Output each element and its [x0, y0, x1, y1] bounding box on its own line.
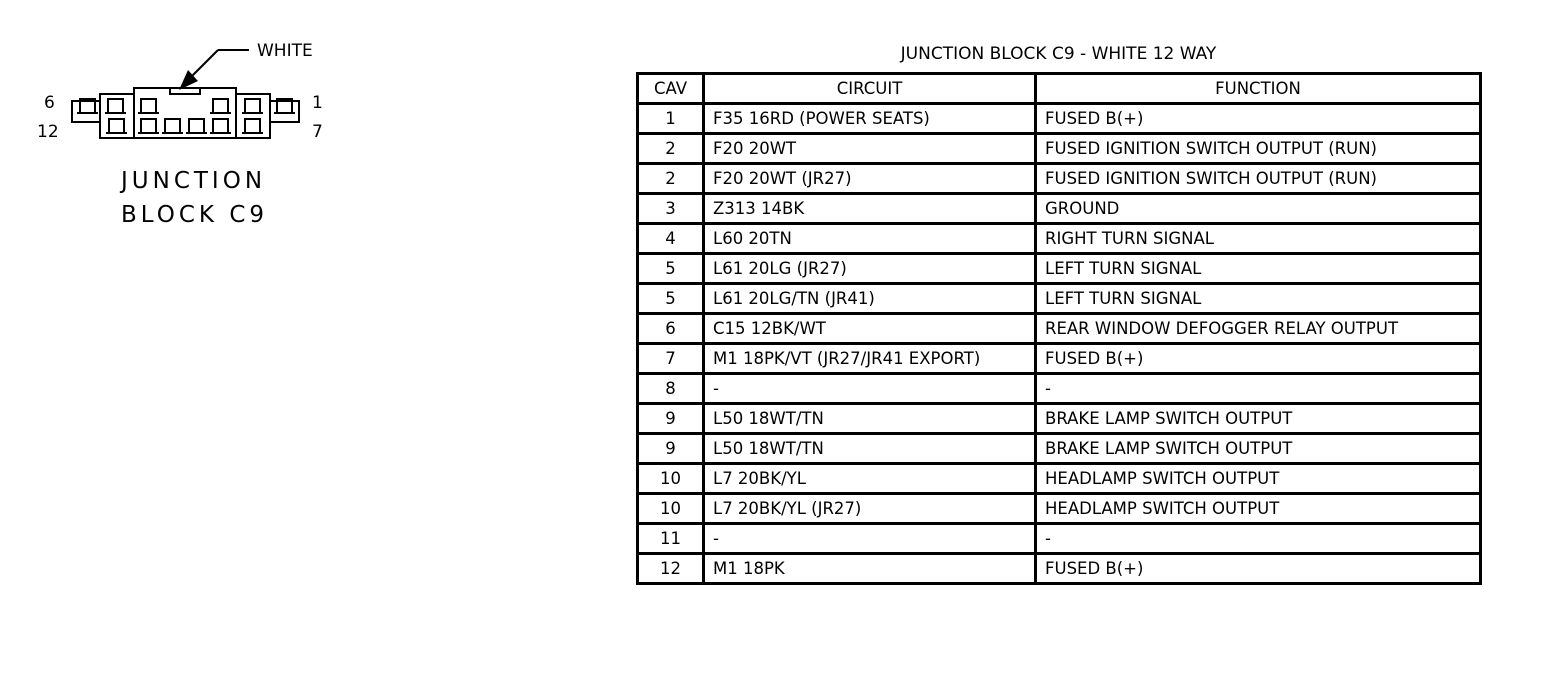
circuit-cell: L50 18WT/TN	[704, 434, 1036, 464]
terminal-cavity	[138, 99, 159, 113]
circuit-cell: F20 20WT (JR27)	[704, 164, 1036, 194]
table-row	[638, 464, 1481, 494]
function-cell: HEADLAMP SWITCH OUTPUT	[1036, 464, 1481, 494]
function-cell: FUSED B(+)	[1036, 344, 1481, 374]
terminal-cavity	[210, 99, 231, 113]
locking-tab	[170, 88, 200, 94]
table-row	[638, 134, 1481, 164]
table-row	[638, 164, 1481, 194]
circuit-cell: M1 18PK/VT (JR27/JR41 EXPORT)	[704, 344, 1036, 374]
cav-cell: 4	[638, 224, 704, 254]
function-cell: FUSED IGNITION SWITCH OUTPUT (RUN)	[1036, 134, 1481, 164]
circuit-cell: Z313 14BK	[704, 194, 1036, 224]
table-row	[638, 194, 1481, 224]
connector-name-line2: BLOCK C9	[121, 202, 269, 228]
table-row	[638, 524, 1481, 554]
circuit-cell: L60 20TN	[704, 224, 1036, 254]
terminal-cavity	[210, 119, 231, 133]
circuit-cell: F35 16RD (POWER SEATS)	[704, 104, 1036, 134]
function-cell: HEADLAMP SWITCH OUTPUT	[1036, 494, 1481, 524]
table-title: JUNCTION BLOCK C9 - WHITE 12 WAY	[900, 44, 1217, 64]
table-row	[638, 104, 1481, 134]
table-row	[638, 494, 1481, 524]
cav-cell: 9	[638, 404, 704, 434]
cav-cell: 3	[638, 194, 704, 224]
circuit-cell: -	[704, 374, 1036, 404]
terminal-cavity	[106, 119, 127, 133]
pin-label-top-right: 1	[312, 93, 323, 113]
cav-cell: 2	[638, 164, 704, 194]
cav-cell: 6	[638, 314, 704, 344]
circuit-cell: -	[704, 524, 1036, 554]
circuit-cell: C15 12BK/WT	[704, 314, 1036, 344]
cav-cell: 5	[638, 284, 704, 314]
terminal-cavity	[242, 119, 263, 133]
pin-label-top-left: 6	[44, 93, 55, 113]
function-cell: BRAKE LAMP SWITCH OUTPUT	[1036, 434, 1481, 464]
table-row	[638, 224, 1481, 254]
circuit-cell: L61 20LG/TN (JR41)	[704, 284, 1036, 314]
function-cell: FUSED B(+)	[1036, 104, 1481, 134]
table-row	[638, 254, 1481, 284]
header-cav: CAV	[638, 74, 704, 104]
table-row	[638, 434, 1481, 464]
function-cell: -	[1036, 374, 1481, 404]
cav-cell: 10	[638, 494, 704, 524]
table-header-row	[638, 74, 1481, 104]
callout-leader-line	[192, 50, 218, 76]
terminal-cavity	[242, 99, 263, 113]
circuit-cell: L50 18WT/TN	[704, 404, 1036, 434]
connector-name-line1: JUNCTION	[121, 168, 267, 194]
function-cell: LEFT TURN SIGNAL	[1036, 284, 1481, 314]
header-circuit: CIRCUIT	[704, 74, 1036, 104]
circuit-cell: L61 20LG (JR27)	[704, 254, 1036, 284]
cav-cell: 12	[638, 554, 704, 584]
connector-diagram	[0, 0, 600, 260]
terminal-row-top	[77, 99, 295, 113]
cav-cell: 7	[638, 344, 704, 374]
function-cell: REAR WINDOW DEFOGGER RELAY OUTPUT	[1036, 314, 1481, 344]
circuit-cell: L7 20BK/YL (JR27)	[704, 494, 1036, 524]
function-cell: FUSED B(+)	[1036, 554, 1481, 584]
color-callout-label: WHITE	[257, 41, 313, 61]
terminal-row-bottom	[106, 119, 263, 133]
function-cell: -	[1036, 524, 1481, 554]
table-row	[638, 344, 1481, 374]
terminal-cavity	[138, 119, 159, 133]
terminal-cavity	[186, 119, 207, 133]
cav-cell: 1	[638, 104, 704, 134]
circuit-cell: L7 20BK/YL	[704, 464, 1036, 494]
pinout-table	[636, 72, 1482, 585]
function-cell: FUSED IGNITION SWITCH OUTPUT (RUN)	[1036, 164, 1481, 194]
table-row	[638, 284, 1481, 314]
table-row	[638, 554, 1481, 584]
terminal-cavity	[162, 119, 183, 133]
function-cell: GROUND	[1036, 194, 1481, 224]
header-function: FUNCTION	[1036, 74, 1481, 104]
function-cell: RIGHT TURN SIGNAL	[1036, 224, 1481, 254]
cav-cell: 9	[638, 434, 704, 464]
function-cell: LEFT TURN SIGNAL	[1036, 254, 1481, 284]
table-row	[638, 404, 1481, 434]
pin-label-bottom-right: 7	[312, 122, 323, 142]
circuit-cell: F20 20WT	[704, 134, 1036, 164]
table-row	[638, 314, 1481, 344]
cav-cell: 5	[638, 254, 704, 284]
pin-label-bottom-left: 12	[37, 122, 59, 142]
cav-cell: 11	[638, 524, 704, 554]
cav-cell: 8	[638, 374, 704, 404]
circuit-cell: M1 18PK	[704, 554, 1036, 584]
cav-cell: 2	[638, 134, 704, 164]
function-cell: BRAKE LAMP SWITCH OUTPUT	[1036, 404, 1481, 434]
terminal-cavity	[105, 99, 126, 113]
table-row	[638, 374, 1481, 404]
cav-cell: 10	[638, 464, 704, 494]
